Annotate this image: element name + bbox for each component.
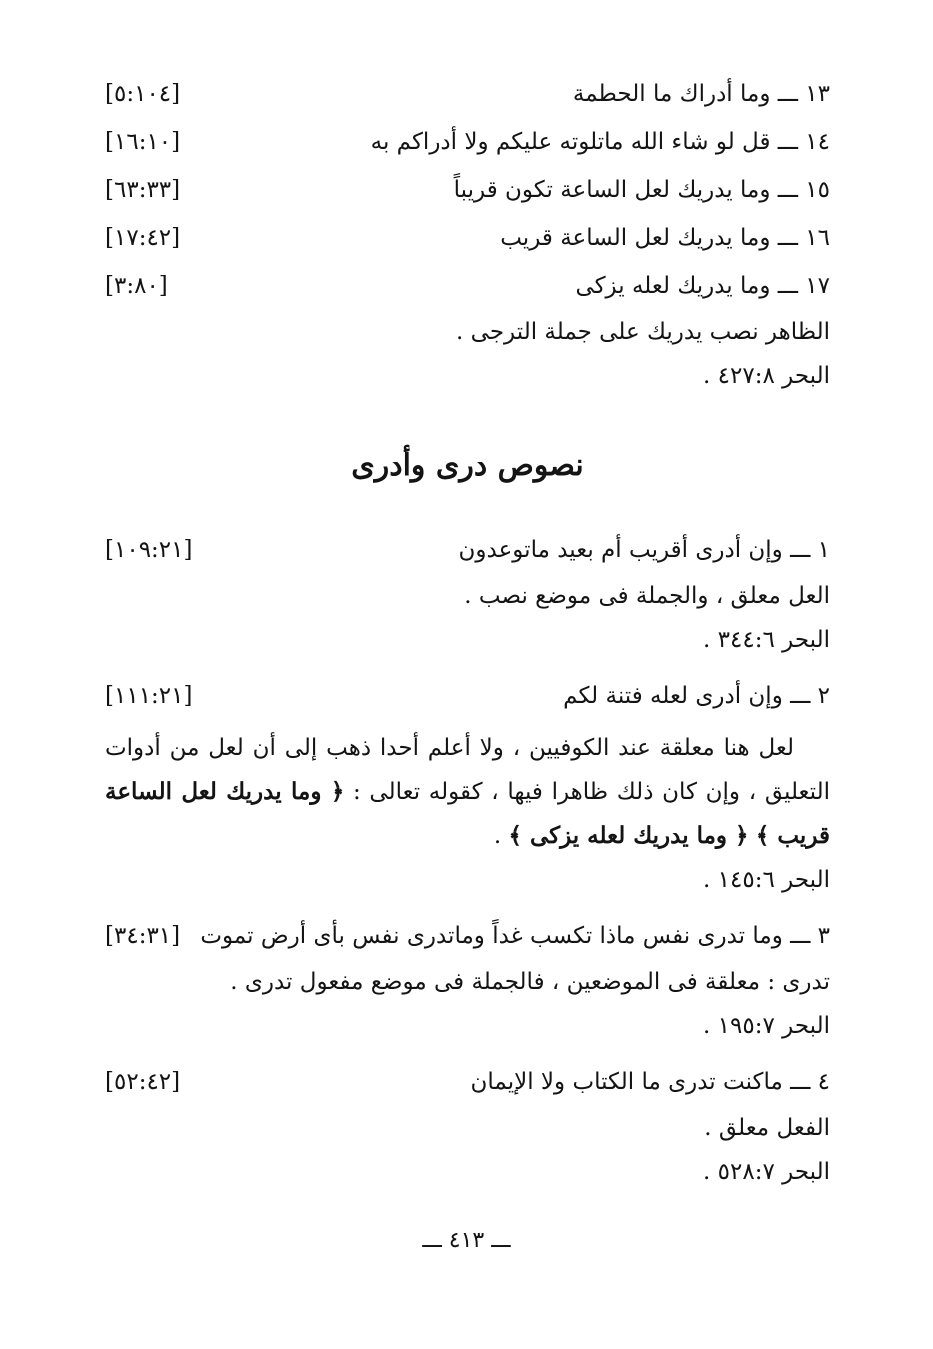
verse-reference: [١٦:١٠] xyxy=(105,129,181,155)
verse-entry xyxy=(105,262,830,310)
commentary-note: العل معلق ، والجملة فى موضع نصب . xyxy=(464,583,830,609)
verse-text: ١٣ ـــ وما أدراك ما الحطمة xyxy=(572,81,830,107)
page-number: ـــ ٤١٣ ـــ xyxy=(422,1228,511,1253)
source-citation: البحر ١٩٥:٧ . xyxy=(703,1013,830,1039)
verse-entry xyxy=(105,672,830,720)
verse-reference: [٦٣:٣٣] xyxy=(105,177,181,203)
page-body xyxy=(105,70,830,1194)
source-citation: البحر ١٤٥:٦ . xyxy=(703,867,830,893)
verse-text: ١٧ ـــ وما يدريك لعله يزكى xyxy=(575,273,830,299)
verse-entry xyxy=(105,912,830,960)
verse-reference: [٣:٨٠] xyxy=(105,273,168,299)
paragraph-text: لعل هنا معلقة عند الكوفيين ، ولا أعلم أحدا ذهب إلى أن لعل من أدوات التعليق ، وإن كان ذلك ظاهرا فيها ، كقوله تعالى : xyxy=(105,735,830,805)
verse-entry xyxy=(105,1058,830,1106)
verse-entry xyxy=(105,526,830,574)
verse-reference: [٥:١٠٤] xyxy=(105,81,181,107)
source-citation: البحر ٣٤٤:٦ . xyxy=(703,627,830,653)
section-heading: نصوص درى وأدرى xyxy=(351,448,584,483)
commentary-note: الظاهر نصب يدريك على جملة الترجى . xyxy=(456,319,830,345)
quran-quote: ﴿ وما يدريك لعل الساعة قريب ﴾ xyxy=(105,778,830,849)
item-1 xyxy=(105,526,830,662)
verse-text: ٣ ـــ وما تدرى نفس ماذا تكسب غداً وماتدرى نفس بأى أرض تموت xyxy=(200,923,830,949)
source-citation: البحر ٤٢٧:٨ . xyxy=(703,363,830,389)
verse-reference: [١٧:٤٢] xyxy=(105,225,181,251)
commentary-note: الفعل معلق . xyxy=(704,1115,830,1141)
verse-text: ١٤ ـــ قل لو شاء الله ماتلوته عليكم ولا أدراكم به xyxy=(370,129,830,155)
commentary-paragraph xyxy=(105,726,830,858)
quran-quote: ﴿ وما يدريك لعله يزكى ﴾ xyxy=(508,822,749,849)
paragraph-end: . xyxy=(493,823,509,849)
verse-reference: [٣٤:٣١] xyxy=(105,923,181,949)
item-2 xyxy=(105,672,830,902)
verse-entry xyxy=(105,214,830,262)
verse-text: ١٥ ـــ وما يدريك لعل الساعة تكون قريباً xyxy=(453,177,830,203)
verse-text: ٤ ـــ ماكنت تدرى ما الكتاب ولا الإيمان xyxy=(470,1069,830,1095)
commentary-note: تدرى : معلقة فى الموضعين ، فالجملة فى موضع مفعول تدرى . xyxy=(230,969,830,995)
verse-list xyxy=(105,70,830,398)
source-citation: البحر ٥٢٨:٧ . xyxy=(703,1159,830,1185)
verse-entry xyxy=(105,166,830,214)
item-3 xyxy=(105,912,830,1048)
verse-reference: [١٠٩:٢١] xyxy=(105,537,193,563)
verse-entry xyxy=(105,70,830,118)
item-4 xyxy=(105,1058,830,1194)
verse-text: ١٦ ـــ وما يدريك لعل الساعة قريب xyxy=(500,225,830,251)
verse-reference: [١١١:٢١] xyxy=(105,683,193,709)
verse-text: ٢ ـــ وإن أدرى لعله فتنة لكم xyxy=(563,683,830,709)
verse-text: ١ ـــ وإن أدرى أقريب أم بعيد ماتوعدون xyxy=(458,537,830,563)
verse-reference: [٥٢:٤٢] xyxy=(105,1069,181,1095)
verse-entry xyxy=(105,118,830,166)
